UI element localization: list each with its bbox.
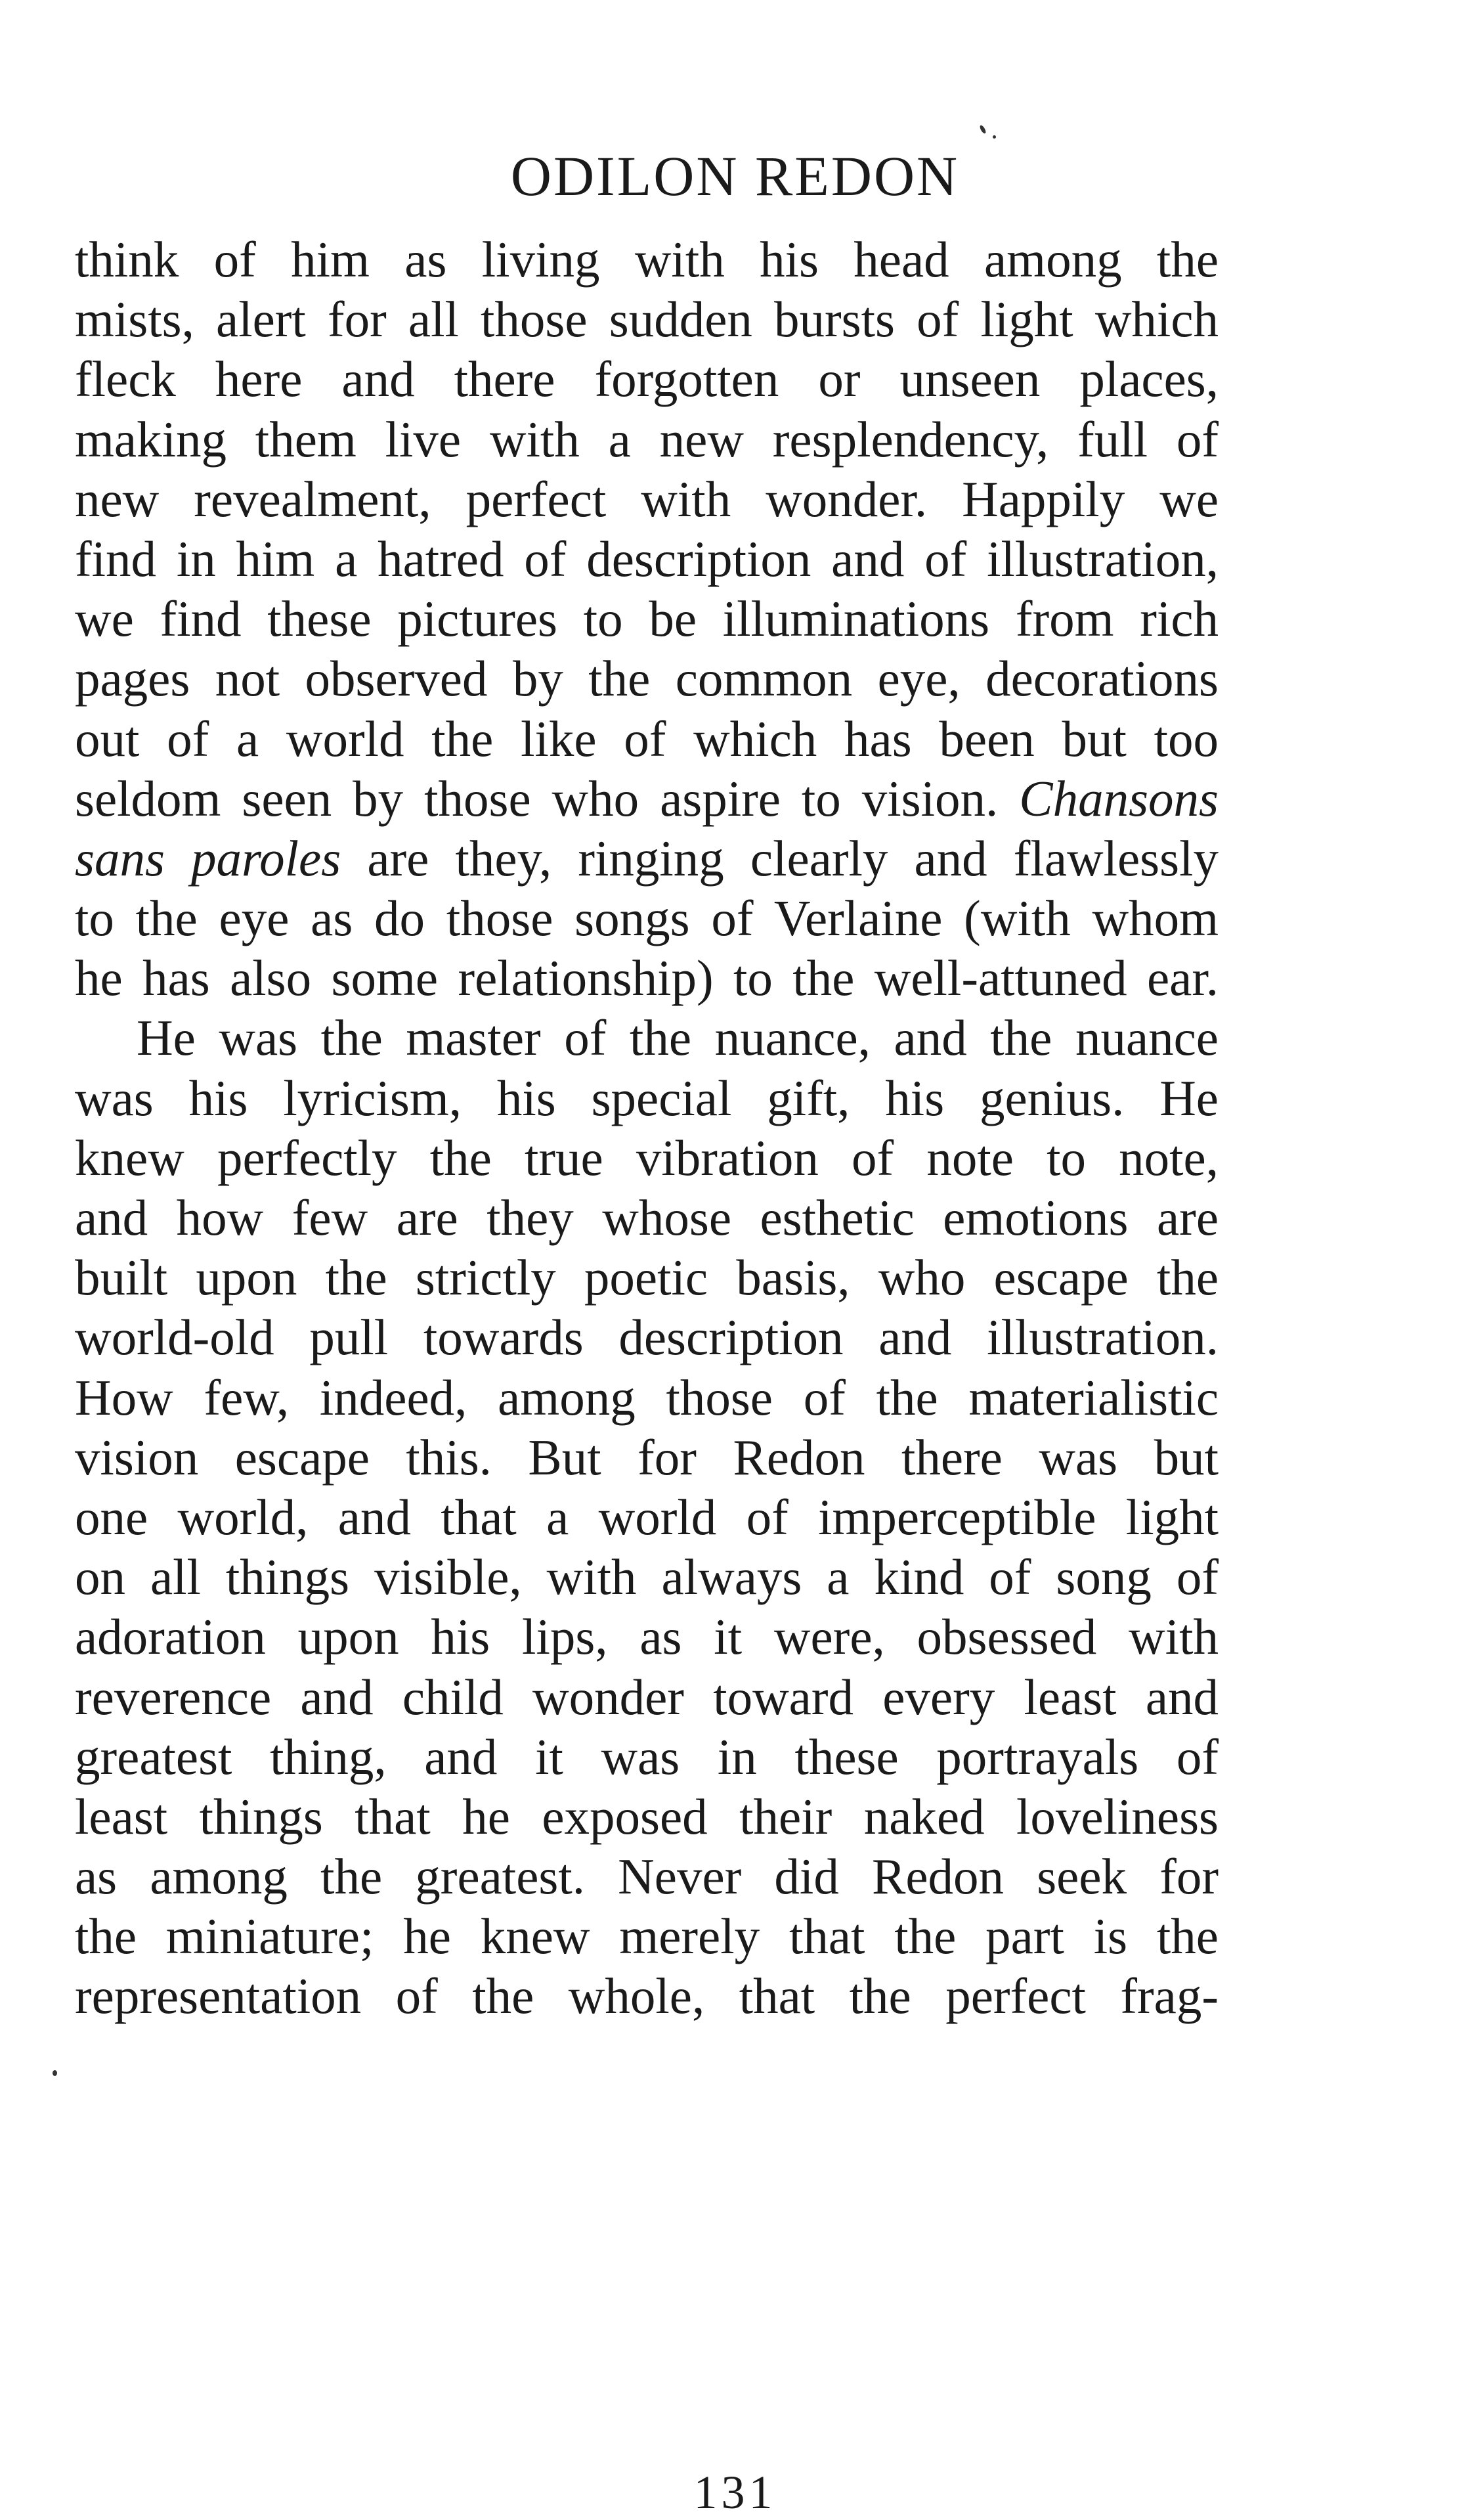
text-line: we find these pictures to be illuminations from rich	[75, 590, 1219, 648]
text-line: world-old pull towards description and illustration.	[75, 1309, 1219, 1366]
text-segment: seldom seen by those who aspire to vision.	[75, 770, 999, 827]
text-line: think of him as living with his head among the	[75, 231, 1219, 288]
text-line: one world, and that a world of imperceptible light	[75, 1488, 1219, 1545]
text-line: knew perfectly the true vibration of note to note,	[75, 1129, 1219, 1186]
text-line: was his lyricism, his special gift, his genius. He	[75, 1069, 1219, 1126]
text-line: new revealment, perfect with wonder. Happily we	[75, 470, 1219, 527]
text-line: adoration upon his lips, as it were, obsessed with	[75, 1608, 1219, 1666]
text-segment: are they, ringing clearly and flawlessly	[367, 829, 1219, 887]
text-line: greatest thing, and it was in these portrayals of	[75, 1728, 1219, 1785]
text-line: How few, indeed, among those of the materialistic	[75, 1369, 1219, 1426]
italic-title: sans paroles	[75, 829, 341, 887]
text-line: pages not observed by the common eye, decorations	[75, 650, 1219, 707]
text-line: making them live with a new resplendency, full of	[75, 410, 1219, 468]
text-line: least things that he exposed their naked loveliness	[75, 1788, 1219, 1845]
text-line-with-italic	[75, 769, 1219, 829]
text-line: the miniature; he knew merely that the part is the	[75, 1908, 1219, 1965]
text-line: built upon the strictly poetic basis, who escape the	[75, 1249, 1219, 1306]
italic-title: Chansons	[1019, 770, 1219, 827]
text-line: reverence and child wonder toward every least and	[75, 1668, 1219, 1725]
ink-speck	[53, 2070, 57, 2076]
text-line: and how few are they whose esthetic emotions are	[75, 1189, 1219, 1246]
text-line: he has also some relationship) to the well-attuned ear.	[75, 950, 1219, 1007]
text-line-with-italic	[75, 829, 1219, 889]
text-line: vision escape this. But for Redon there was but	[75, 1428, 1219, 1486]
text-line: find in him a hatred of description and of illustration,	[75, 530, 1219, 587]
ink-speck	[979, 124, 987, 134]
text-line: on all things visible, with always a kind of song of	[75, 1549, 1219, 1606]
text-line: fleck here and there forgotten or unseen places,	[75, 351, 1219, 408]
text-line: to the eye as do those songs of Verlaine (with whom	[75, 890, 1219, 947]
text-line: mists, alert for all those sudden bursts of light which	[75, 291, 1219, 348]
text-line: as among the greatest. Never did Redon seek for	[75, 1848, 1219, 1905]
body-text	[75, 230, 1219, 2027]
running-head: ODILON REDON	[510, 144, 960, 208]
page-number: 131	[693, 2466, 777, 2519]
text-line-paragraph-start: He was the master of the nuance, and the nuance	[137, 1009, 1219, 1067]
ink-speck	[993, 135, 996, 139]
text-line: out of a world the like of which has been but too	[75, 710, 1219, 767]
text-line: representation of the whole, that the perfect frag-	[75, 1968, 1219, 2025]
